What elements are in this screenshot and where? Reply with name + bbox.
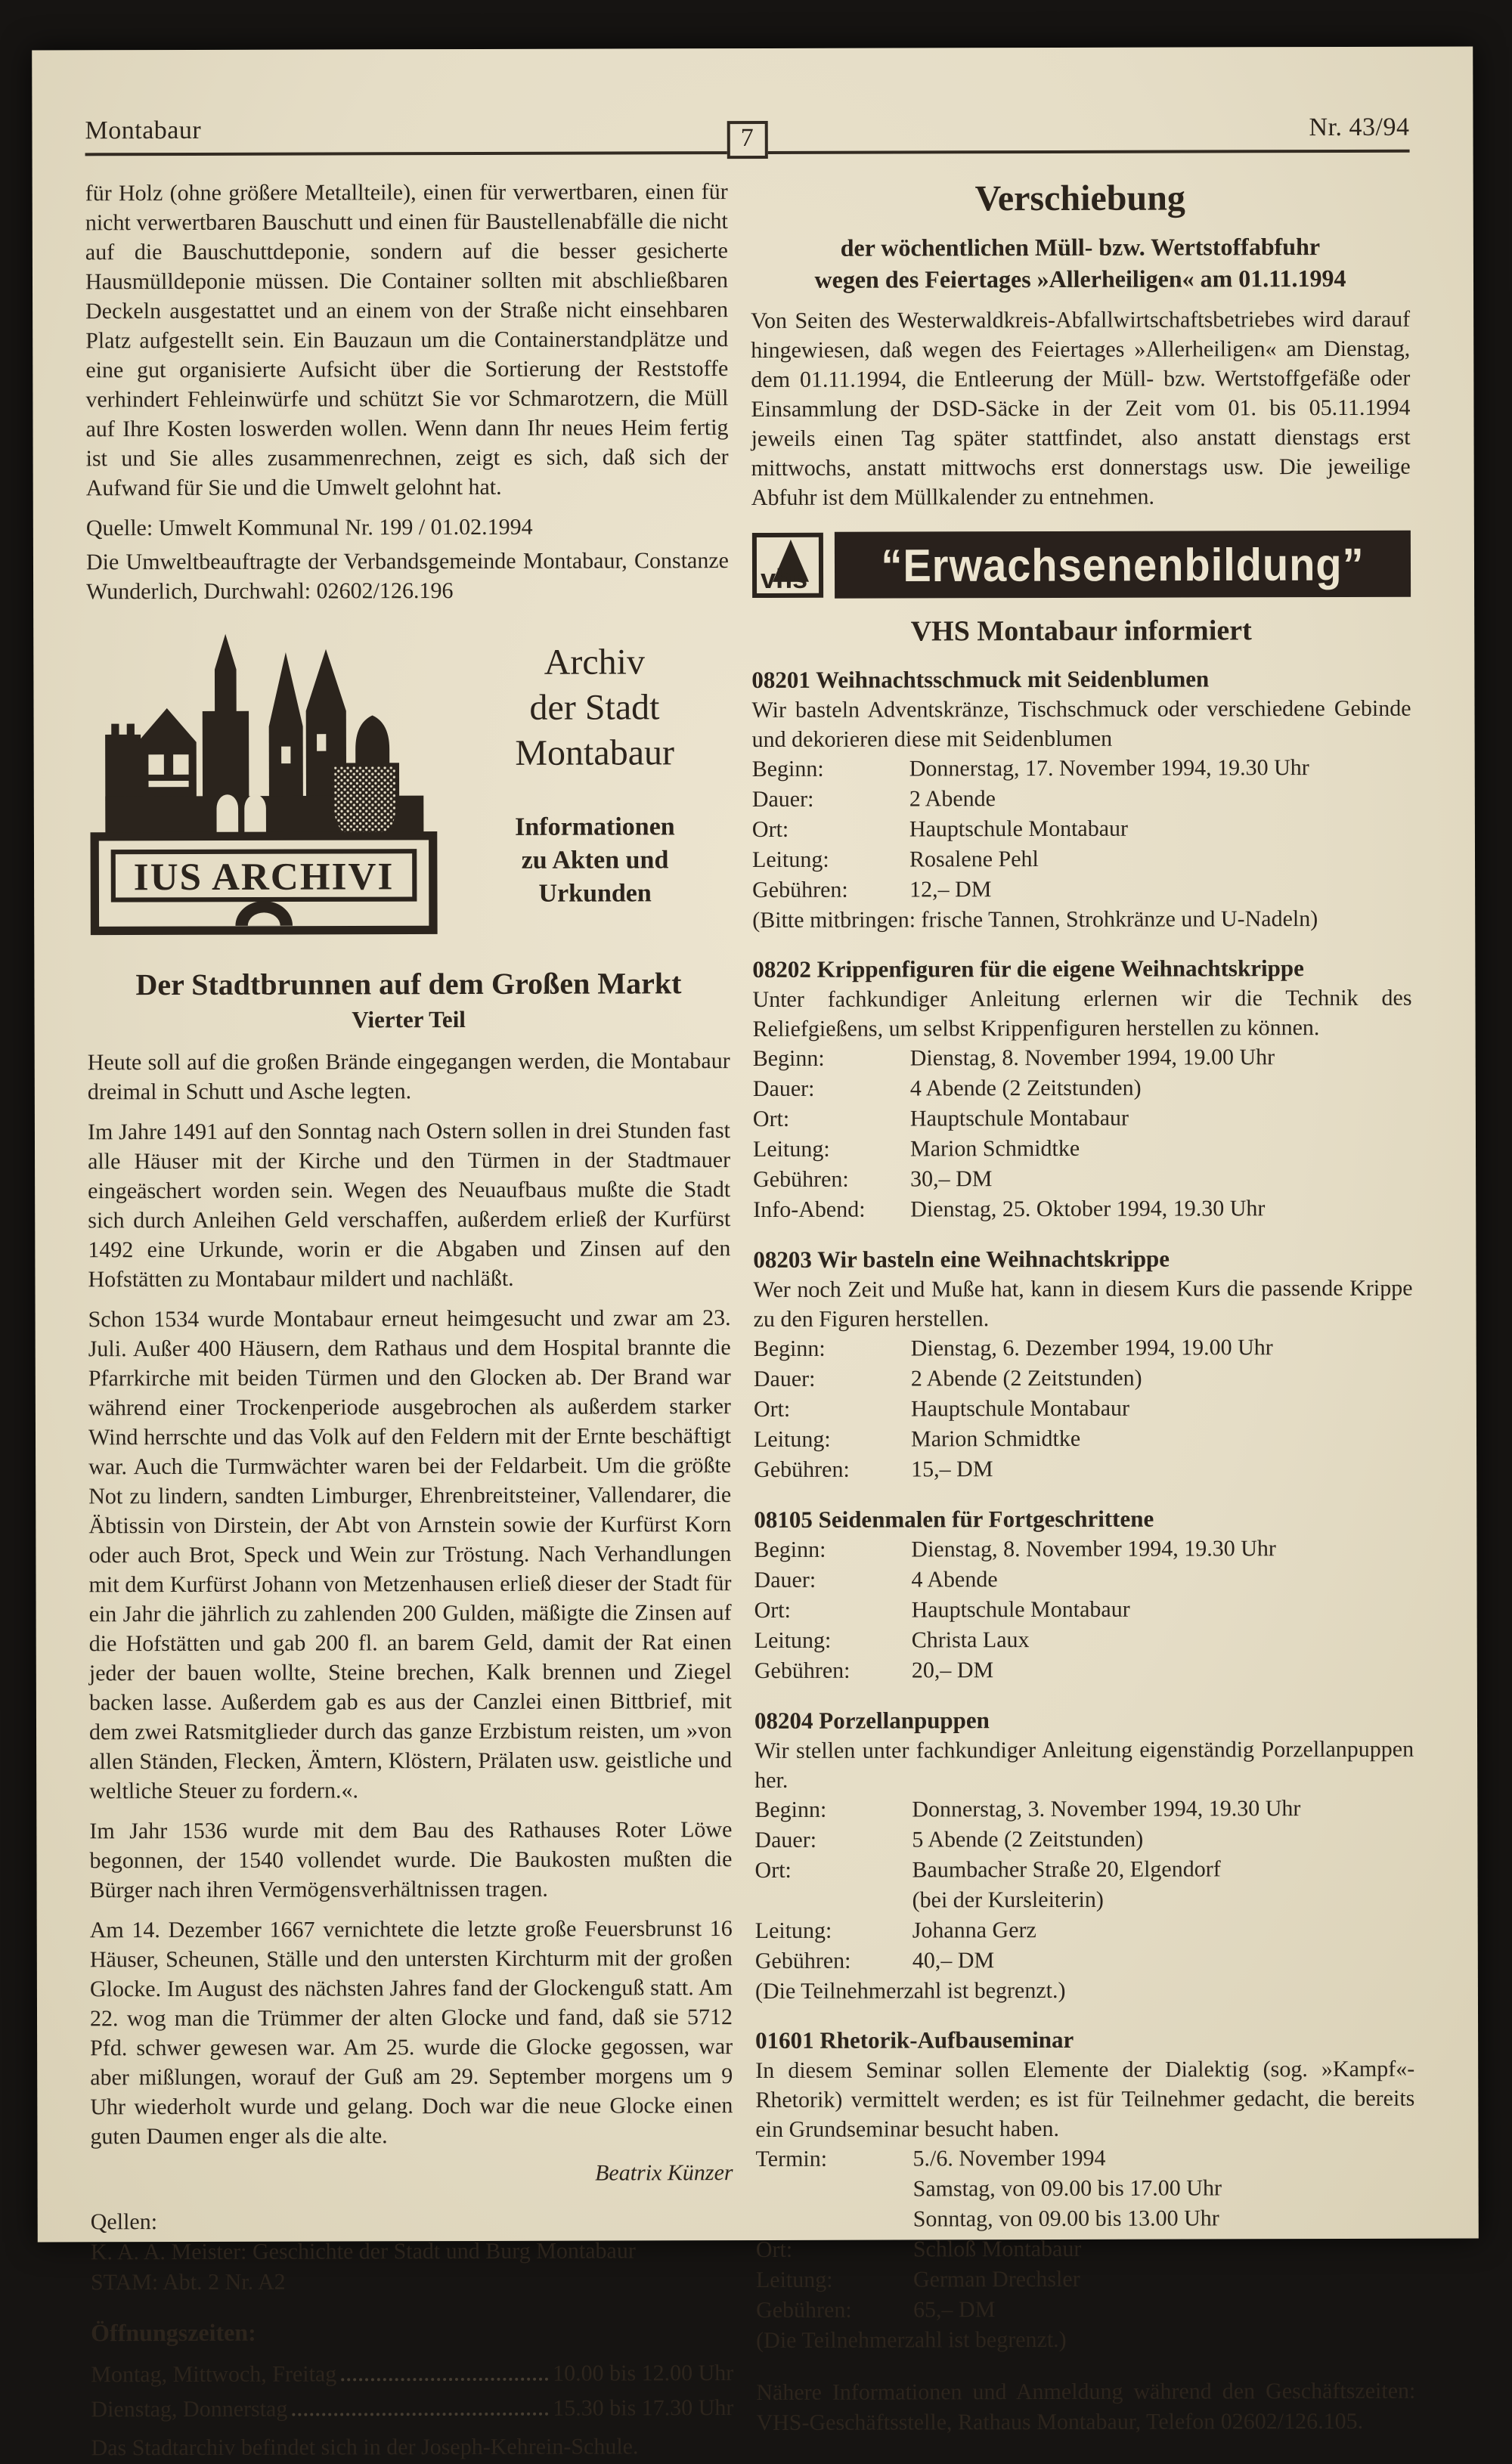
course-listing [754, 1503, 1414, 1686]
course-detail-label: Gebühren: [754, 1658, 850, 1684]
course-title: 08203 Wir basteln eine Weihnachtskrippe [753, 1245, 1170, 1274]
opening-hours-days: Dienstag, Donnerstag [91, 2396, 288, 2422]
verschiebung-subtitle [751, 231, 1410, 296]
course-detail-label: Ort: [751, 816, 789, 843]
course-listings [751, 664, 1415, 2355]
course-detail-value [912, 2143, 1414, 2235]
course-detail-row [754, 1423, 1413, 1455]
article-title: Der Stadtbrunnen auf dem Großen Markt [135, 966, 682, 1002]
course-detail-label: Ort: [755, 2236, 793, 2263]
course-detail-value-line: Baumbacher Straße 20, Elgendorf [912, 1856, 1221, 1883]
course-description: Wer noch Zeit und Muße hat, kann in diesem Kurs die passende Krippe zu den Figuren herstellen. [753, 1275, 1413, 1333]
course-detail-label: Gebühren: [755, 2297, 852, 2323]
article-paragraph: Im Jahr 1536 wurde mit dem Bau des Rathauses Roter Löwe begonnen, der 1540 vollendet wurde. Die Baukosten mußten die Bürger nach ihren Vermögensverhältnissen tragen. [89, 1817, 733, 1903]
text-line: wegen des Feiertages »Allerheiligen« am 01.11.1994 [814, 264, 1346, 293]
course-detail-value-line: Hauptschule Montabaur [909, 816, 1129, 842]
course-detail-value [911, 1534, 1413, 1565]
course-detail-label: Dauer: [754, 1827, 817, 1853]
masthead [85, 113, 1409, 156]
columns [85, 175, 1416, 2464]
course-detail-label: Gebühren: [752, 877, 848, 903]
banner-bar [835, 531, 1411, 599]
banner-title: “Erwachsenenbildung” [881, 537, 1365, 591]
course-detail-value-line: Rosalene Pehl [909, 847, 1039, 872]
svg-text:vhs: vhs [760, 562, 808, 594]
course-detail-value [909, 844, 1411, 875]
course-detail-label: Leitung: [755, 2267, 833, 2293]
course-note: (Die Teilnehmerzahl ist begrenzt.) [756, 2326, 1067, 2354]
vhs-informiert-heading: VHS Montabaur informiert [910, 614, 1252, 648]
course-detail-row [752, 813, 1411, 845]
course-note: (Die Teilnehmerzahl ist begrenzt.) [754, 1977, 1066, 2004]
course-detail-row [756, 2233, 1415, 2265]
course-detail-value [909, 783, 1411, 815]
course-detail-value-line: 2 Abende [909, 786, 996, 812]
course-detail-value-line: Hauptschule Montabaur [910, 1395, 1130, 1422]
archiv-title [460, 639, 729, 776]
course-detail-label: Gebühren: [754, 1456, 850, 1483]
course-detail-value-line: 2 Abende (2 Zeitstunden) [910, 1365, 1142, 1391]
course-detail-value-line: (bei der Kursleiterin) [912, 1887, 1104, 1913]
course-detail-label: Leitung: [752, 1136, 830, 1162]
course-detail-value [910, 1103, 1412, 1134]
opening-hours-row [91, 2391, 733, 2427]
course-detail-value-line: Christa Laux [911, 1627, 1030, 1653]
course-detail-value-line: 65,– DM [912, 2297, 996, 2323]
left-column [85, 177, 734, 2463]
dotted-leader [341, 2378, 548, 2382]
course-detail-row [754, 1824, 1414, 1856]
course-detail-row [754, 1624, 1414, 1656]
course-detail-row [754, 1393, 1413, 1425]
course-detail-value [910, 1193, 1412, 1225]
course-detail-value [912, 1794, 1414, 1825]
article-subtitle: Vierter Teil [352, 1006, 466, 1033]
course-detail-label: Dauer: [752, 1076, 815, 1102]
course-detail-label: Leitung: [754, 1918, 832, 1944]
dotted-leader [292, 2413, 548, 2416]
course-description: Wir stellen unter fachkundiger Anleitung eigenständig Porzellanpuppen her. [754, 1736, 1414, 1794]
publication-title: Montabaur [85, 116, 202, 145]
text-line: zu Akten und [521, 846, 669, 874]
course-detail-row [752, 844, 1411, 875]
course-detail-value [912, 1655, 1414, 1686]
course-detail-value-line: Samstag, von 09.00 bis 17.00 Uhr [912, 2175, 1222, 2202]
course-detail-value [911, 1564, 1413, 1596]
text-line: K. A. A. Meister: Geschichte der Stadt und Burg Montabaur [90, 2238, 636, 2265]
text-line: Urkunden [538, 879, 652, 908]
course-detail-row [752, 783, 1411, 815]
course-detail-value [912, 1594, 1414, 1626]
contact-line: Die Umweltbeauftragte der Verbandsgemeinde Montabaur, Constanze Wunderlich, Durchwahl: 02602/126.196 [85, 548, 730, 605]
course-detail-label: Gebühren: [753, 1166, 849, 1193]
text-line: STAM: Abt. 2 Nr. A2 [90, 2269, 286, 2295]
course-detail-row [753, 1133, 1412, 1165]
course-detail-label: Beginn: [754, 1537, 826, 1563]
course-detail-value-line: 5 Abende (2 Zeitstunden) [912, 1826, 1144, 1853]
course-detail-label: Beginn: [751, 756, 824, 782]
course-detail-row [755, 1915, 1414, 1946]
course-detail-label: Ort: [753, 1396, 791, 1422]
verschiebung-title: Verschiebung [974, 178, 1185, 219]
course-detail-value-line: Dienstag, 6. Dezember 1994, 19.00 Uhr [910, 1335, 1273, 1361]
course-detail-row [754, 1333, 1413, 1364]
text-line: der wöchentlichen Müll- bzw. Wertstoffabfuhr [840, 233, 1321, 262]
opening-hours-time: 10.00 bis 12.00 Uhr [553, 2360, 734, 2386]
registration-note: Nähere Informationen und Anmeldung während den Geschäftszeiten: VHS-Geschäftsstelle, Rathaus Montabaur, Telefon 02602/126.105. [756, 2378, 1416, 2436]
course-detail-value [911, 1393, 1413, 1425]
course-detail-value [910, 1073, 1412, 1104]
right-column [751, 175, 1416, 2462]
course-detail-value [910, 1042, 1412, 1074]
archiv-subtitle [460, 810, 730, 911]
course-detail-value [913, 2264, 1415, 2295]
opening-hours-row [91, 2356, 733, 2392]
course-title: 08202 Krippenfiguren für die eigene Weihnachtskrippe [752, 955, 1304, 983]
erwachsenenbildung-banner [751, 531, 1411, 599]
course-detail-row [754, 1534, 1413, 1565]
article-body [88, 1046, 733, 2151]
course-detail-value [910, 1163, 1412, 1195]
archiv-illustration [86, 618, 442, 947]
city-skyline-drawer-icon [86, 618, 442, 943]
course-detail-row [755, 1945, 1414, 1976]
course-detail-label: Info-Abend: [753, 1196, 866, 1223]
course-detail-row [754, 1564, 1413, 1596]
course-detail-value [911, 1333, 1413, 1364]
course-detail-row [755, 2143, 1414, 2235]
course-detail-value-line: 40,– DM [912, 1948, 995, 1973]
course-detail-label: Gebühren: [754, 1948, 851, 1974]
course-detail-value-line: Donnerstag, 17. November 1994, 19.30 Uhr [909, 755, 1309, 782]
archiv-captions [460, 617, 730, 946]
opening-hours-days: Montag, Mittwoch, Freitag [91, 2361, 337, 2388]
course-detail-row [754, 1363, 1413, 1395]
course-detail-label: Dauer: [751, 786, 814, 813]
text-line: Archiv [544, 642, 646, 683]
course-detail-value-line: 30,– DM [910, 1166, 993, 1192]
course-detail-row [753, 1103, 1412, 1134]
course-detail-value-line: Dienstag, 8. November 1994, 19.00 Uhr [909, 1045, 1275, 1071]
course-detail-value-line: Donnerstag, 3. November 1994, 19.30 Uhr [912, 1796, 1301, 1822]
course-title: 01601 Rhetorik-Aufbauseminar [755, 2026, 1074, 2054]
course-detail-value-line: Schloß Montabaur [912, 2236, 1082, 2262]
course-detail-row [752, 874, 1411, 905]
course-detail-row [753, 1193, 1412, 1225]
course-detail-value [912, 1915, 1414, 1946]
course-detail-value-line: Hauptschule Montabaur [911, 1596, 1130, 1623]
course-detail-row [752, 753, 1411, 785]
course-detail-label: Beginn: [752, 1045, 825, 1072]
course-title: 08201 Weihnachtsschmuck mit Seidenblumen [751, 665, 1210, 694]
course-detail-row [754, 1453, 1413, 1485]
course-detail-row [754, 1794, 1414, 1825]
course-detail-value [911, 1363, 1413, 1395]
course-detail-value-line: Dienstag, 25. Oktober 1994, 19.30 Uhr [910, 1196, 1266, 1222]
course-detail-label: Beginn: [753, 1336, 826, 1362]
svg-text:IUS ARCHIVI: IUS ARCHIVI [133, 855, 395, 899]
issue-number: Nr. 43/94 [1309, 113, 1410, 142]
course-detail-value-line: 5./6. November 1994 [912, 2145, 1106, 2171]
course-detail-label: Dauer: [754, 1567, 816, 1593]
verschiebung-body: Von Seiten des Westerwaldkreis-Abfallwirtschaftsbetriebes wird darauf hingewiesen, daß wegen des Feiertages »Allerheiligen« am Dienstag, dem 01.11.1994, die Entleerung der Müll- bzw. Wertstoffgefäße oder Einsammlung der DSD-Säcke in der Zeit vom 01. bis 05.11.1994 jeweils einen Tag später stattfindet, also anstatt dienstags erst mittwochs, anstatt mittwochs erst donnerstags usw. Die jeweilige Abfuhr ist dem Müllkalender zu entnehmen. [751, 306, 1411, 511]
course-detail-value [912, 1945, 1414, 1976]
course-detail-value [911, 1453, 1413, 1485]
course-detail-label: Beginn: [754, 1797, 827, 1823]
article-paragraph: Schon 1534 wurde Montabaur erneut heimgesucht und zwar am 23. Juli. Außer 400 Häusern, dem Rathaus und dem Hospital brannte die Pfarrkirche mit beiden Türmen und den Glocken ab. Der Brand war während einer Trockenperiode ausgebrochen als außerdem starker Wind herrschte und das Volk auf den Feldern mit der Ernte beschäftigt war. Auch die Turmwächter waren bei der Feldarbeit. Um die größte Not zu lindern, sandten Limburger, Ehrenbreitsteiner, Vallendarer, die Äbtissin von Dirstein, der Abt von Arnstein sowie der Kurfürst Korn oder auch Brot, Speck und Wein zur Tröstung. Nach Verhandlungen mit dem Kurfürst Johann von Metzenhausen erließ dieser der Stadt für ein Jahr die jährlich zu zahlenden 200 Gulden, mäßigte die Zinsen auf die Hofstätten und gab 200 fl. an barem Geld, damit der Rat einen jeder der bauen wollte, Steine brechen, Kalk brennen und Ziegel backen lasse. Außerdem gab es aus der Canzlei einen Bittbrief, mit dem zwei Ratsmitglieder durch das ganze Erzbistum reisten, um »von allen Ständen, Flecken, Ämtern, Klöstern, Prälaten usw. geistliche und weltliche Steuer zu fordern.«. [88, 1305, 733, 1804]
course-detail-row [754, 1655, 1414, 1686]
course-listing [755, 2024, 1415, 2355]
text-line: Montabaur [515, 732, 675, 773]
intro-paragraph: für Holz (ohne größere Metallteile), einen für verwertbaren, einen für nicht verwertbaren Bauschutt und einen für Baustellenabfälle die nicht auf die Bauschuttdeponie, sondern auf die besser gesicherte Hausmülldeponie müssen. Die Container sollten mit abschließbaren Deckeln ausgestattet und an einem von der Straße nicht einsehbaren Platz aufgestellt sein. Ein Bauzaun um die Containerstandplätze und eine gut organisierte Aufsicht über die Sortierung der Reststoffe verhindert Fehleinwürfe und schützt Sie vor Schmarotzern, die Müll auf Ihre Kosten loswerden wollen. Wenn dann Ihr neues Heim fertig ist und Sie alles zusammenrechnen, zeigt es sich, daß sich der Aufwand für Sie und die Umwelt gelohnt hat. [85, 179, 729, 501]
course-detail-value-line: Dienstag, 8. November 1994, 19.30 Uhr [911, 1536, 1276, 1562]
course-detail-row [756, 2294, 1415, 2326]
course-detail-label: Leitung: [753, 1426, 831, 1453]
course-detail-value-line: 12,– DM [909, 877, 992, 902]
course-detail-value-line: German Drechsler [912, 2266, 1080, 2292]
course-listing [751, 664, 1411, 935]
course-detail-value-line: Marion Schmidtke [909, 1135, 1080, 1162]
course-detail-value-line: Sonntag, von 09.00 bis 13.00 Uhr [912, 2206, 1219, 2232]
source-line: Quelle: Umwelt Kommunal Nr. 199 / 01.02.1994 [85, 514, 533, 541]
course-detail-value [912, 1854, 1414, 1916]
article-paragraph: Im Jahre 1491 auf den Sonntag nach Ostern sollen in drei Stunden fast alle Häuser mit der Kirche und den Türmen in der Stadtmauer eingeäschert worden sein. Wegen des Neuaufbaus mußte die Stadt sich durch Anleihen Geld verschaffen, außerdem erließ der Kurfürst 1492 eine Urkunde, worin er die Abgaben und Zinsen auf den Hofstätten zu Montabaur mildert und nachläßt. [87, 1118, 731, 1292]
sources-lines [91, 2236, 733, 2298]
course-detail-value-line: Marion Schmidtke [910, 1425, 1081, 1452]
course-detail-value-line: 4 Abende (2 Zeitstunden) [909, 1075, 1142, 1101]
article-paragraph: Am 14. Dezember 1667 vernichtete die letzte große Feuersbrunst 16 Häuser, Scheunen, Ställe und den untersten Kirchturm mit der großen Glocke. Im August des nächsten Jahres fand der Glockenguß statt. Am 22. wog man die Trümmer der alten Glocke und fand, daß sie 5712 Pfd. schwer gewesen war. Am 25. wurde die Glocke gegossen, war aber mißlungen, worauf der Guß am 29. September morgens um 9 Uhr wiederholt wurde und gelang. Doch war die neue Glocke einen guten Daumen enger als die alte. [89, 1916, 733, 2150]
course-title: 08204 Porzellanpuppen [754, 1707, 990, 1735]
course-detail-row [753, 1163, 1412, 1195]
text-line: Informationen [515, 813, 675, 841]
page-number-box: 7 [727, 121, 768, 159]
course-detail-value-line: 4 Abende [911, 1567, 998, 1593]
course-detail-label: Ort: [754, 1857, 792, 1884]
course-detail-value [912, 1624, 1414, 1656]
newspaper-page [32, 47, 1479, 2461]
sources-label: Qellen: [90, 2209, 158, 2235]
course-listing [753, 1243, 1413, 1485]
course-detail-value [913, 2294, 1415, 2326]
course-detail-value [912, 1824, 1414, 1856]
course-description: Wir basteln Adventskränze, Tischschmuck oder verschiedene Gebinde und dekorieren diese mit Seidenblumen [751, 695, 1411, 753]
course-detail-row [753, 1042, 1412, 1074]
text-line: der Stadt [529, 687, 660, 728]
course-detail-label: Ort: [754, 1597, 791, 1624]
article-author: Beatrix Künzer [595, 2160, 733, 2186]
course-detail-value-line: Hauptschule Montabaur [909, 1105, 1129, 1131]
course-detail-row [753, 1073, 1412, 1104]
course-detail-value-line: 15,– DM [911, 1456, 993, 1482]
course-detail-label: Ort: [752, 1106, 790, 1132]
course-detail-value [909, 874, 1411, 905]
course-detail-row [754, 1594, 1414, 1626]
course-detail-row [754, 1854, 1414, 1916]
course-detail-value [910, 1133, 1412, 1165]
course-detail-value-line: Johanna Gerz [912, 1918, 1036, 1943]
archiv-block [86, 617, 730, 947]
course-note: (Bitte mitbringen: frische Tannen, Strohkränze und U-Nadeln) [752, 906, 1318, 933]
course-detail-value [911, 1423, 1413, 1455]
course-listing [754, 1704, 1414, 2006]
course-detail-label: Leitung: [751, 847, 829, 873]
opening-hours-note: Das Stadtarchiv befindet sich in der Joseph-Kehrein-Schule. [91, 2434, 639, 2461]
course-listing [752, 953, 1412, 1225]
opening-hours-time: 15.30 bis 17.30 Uhr [553, 2395, 734, 2421]
course-description: Unter fachkundiger Anleitung erlernen wir die Technik des Reliefgießens, um selbst Krippenfiguren herstellen zu können. [752, 985, 1412, 1042]
course-detail-value [909, 813, 1411, 845]
course-description: In diesem Seminar sollen Elemente der Dialektig (sog. »Kampf«-Rhetorik) vermittelt werden; es ist für Teilnehmer gedacht, die bereits ein Grundseminar besucht haben. [755, 2056, 1415, 2143]
course-detail-label: Leitung: [754, 1627, 832, 1654]
course-detail-value [913, 2233, 1415, 2265]
article-paragraph: Heute soll auf die großen Brände eingegangen werden, die Montabaur dreimal in Schutt und Asche legten. [87, 1048, 730, 1105]
opening-hours-table [91, 2356, 733, 2427]
course-title: 08105 Seidenmalen für Fortgeschrittene [754, 1505, 1154, 1534]
course-detail-value-line: 20,– DM [911, 1658, 994, 1683]
course-detail-label: Termin: [755, 2146, 828, 2172]
opening-hours-title: Öffnungszeiten: [91, 2318, 256, 2347]
course-detail-value [909, 753, 1411, 785]
course-detail-label: Dauer: [753, 1366, 816, 1392]
vhs-logo-icon [751, 532, 824, 599]
course-detail-row [756, 2264, 1415, 2295]
